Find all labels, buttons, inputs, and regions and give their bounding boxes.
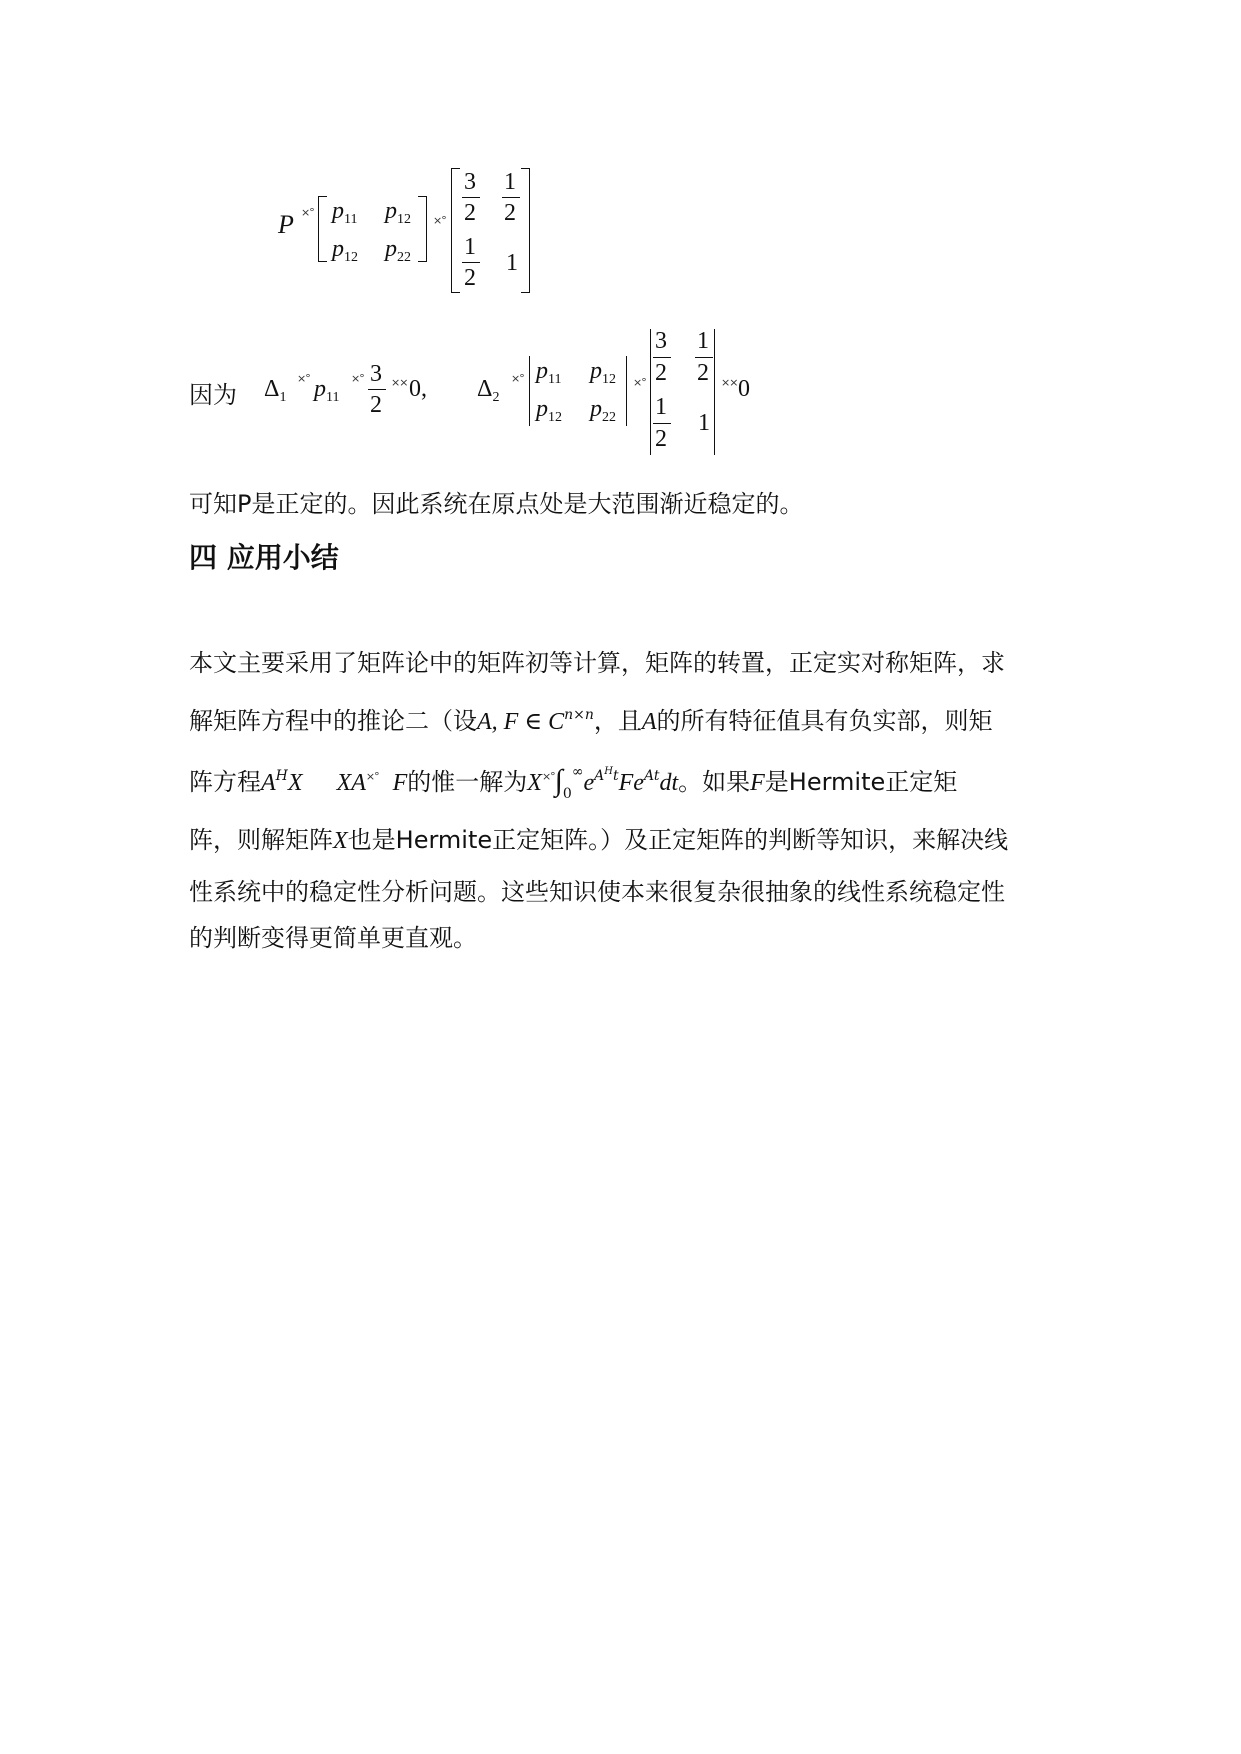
det-bar-left <box>529 356 530 426</box>
matrix-cell-p22: $p_{22}$ <box>385 236 411 265</box>
equals-glyph: ×° <box>301 206 314 219</box>
frac-num: 1 <box>464 234 476 260</box>
because-label: 因为 <box>189 381 237 409</box>
bracket-left <box>451 168 460 293</box>
equals-glyph: ×° <box>433 214 446 227</box>
frac-den: 2 <box>655 360 667 386</box>
matrix-cell-p12: $p_{12}$ <box>385 198 411 227</box>
conclusion-text: 可知P是正定的。因此系统在原点处是大范围渐近稳定的。 <box>189 490 804 518</box>
equals-glyph: ×° <box>633 376 646 389</box>
fraction-bar <box>695 357 713 358</box>
paragraph-line: 性系统中的稳定性分析问题。这些知识使本来很复杂很抽象的线性系统稳定性 <box>189 878 1005 906</box>
matrix-cell-p11: $p_{11}$ <box>332 198 358 227</box>
paragraph-line: 阵方程$A^HX$ XA×° F的惟一解为$X^{\times^\circ}\int_0^\infty e^{AHt}Fe^{At}dt$。如果F是Hermite正定矩 <box>189 764 958 802</box>
fraction-bar <box>653 357 671 358</box>
frac-den: 2 <box>464 265 476 291</box>
fraction-bar <box>462 197 480 198</box>
bracket-right <box>418 196 427 262</box>
det-bar-right <box>626 356 627 426</box>
det-cell-one: 1 <box>698 410 710 436</box>
frac-num: 1 <box>504 169 516 195</box>
frac-num: 3 <box>655 328 667 354</box>
frac-num: 1 <box>655 394 667 420</box>
det-bar-right <box>714 329 715 455</box>
frac-num: 1 <box>697 328 709 354</box>
equals-glyph: ×° <box>351 372 364 385</box>
frac-num: 3 <box>370 361 382 387</box>
det-cell-p12: $p_{12}$ <box>590 358 616 387</box>
greater-glyph: ×× <box>391 376 408 389</box>
matrix-cell-one: 1 <box>506 250 518 276</box>
paragraph-line: 的判断变得更简单更直观。 <box>189 924 477 952</box>
det-cell-p21: $p_{12}$ <box>536 396 562 425</box>
fraction-bar <box>502 197 520 198</box>
delta2: $\Delta_2$ <box>477 376 500 405</box>
det-cell-p11: $p_{11}$ <box>536 358 562 387</box>
bracket-left <box>318 196 327 262</box>
frac-den: 2 <box>504 200 516 226</box>
section-heading: 四 应用小结 <box>189 541 339 574</box>
delta1: $\Delta_1$ <box>264 376 287 405</box>
zero-comma: 0, <box>409 376 427 402</box>
frac-den: 2 <box>697 360 709 386</box>
frac-den: 2 <box>655 426 667 452</box>
equals-glyph: ×° <box>511 372 524 385</box>
frac-den: 2 <box>370 392 382 418</box>
greater-glyph: ×× <box>721 376 738 389</box>
p11: $p_{11}$ <box>314 376 340 405</box>
frac-num: 3 <box>464 169 476 195</box>
bracket-right <box>521 168 530 293</box>
fraction-bar <box>653 423 671 424</box>
det-bar-left <box>650 329 651 455</box>
fraction-bar <box>368 389 386 390</box>
frac-den: 2 <box>464 200 476 226</box>
equals-glyph: ×° <box>297 372 310 385</box>
fraction-bar <box>462 262 480 263</box>
paragraph-line: 阵，则解矩阵X也是Hermite正定矩阵。）及正定矩阵的判断等知识，来解决线 <box>189 826 1009 854</box>
matrix-cell-p21: $p_{12}$ <box>332 236 358 265</box>
paragraph-line: 本文主要采用了矩阵论中的矩阵初等计算，矩阵的转置，正定实对称矩阵，求 <box>189 649 1005 677</box>
paragraph-line: 解矩阵方程中的推论二（设A, F ∈ $C^{n\times n}$，且A的所有特征值具有负实部，则矩 <box>189 707 993 735</box>
symbol-P: P <box>278 210 294 239</box>
zero: 0 <box>738 376 750 402</box>
det-cell-p22: $p_{22}$ <box>590 396 616 425</box>
